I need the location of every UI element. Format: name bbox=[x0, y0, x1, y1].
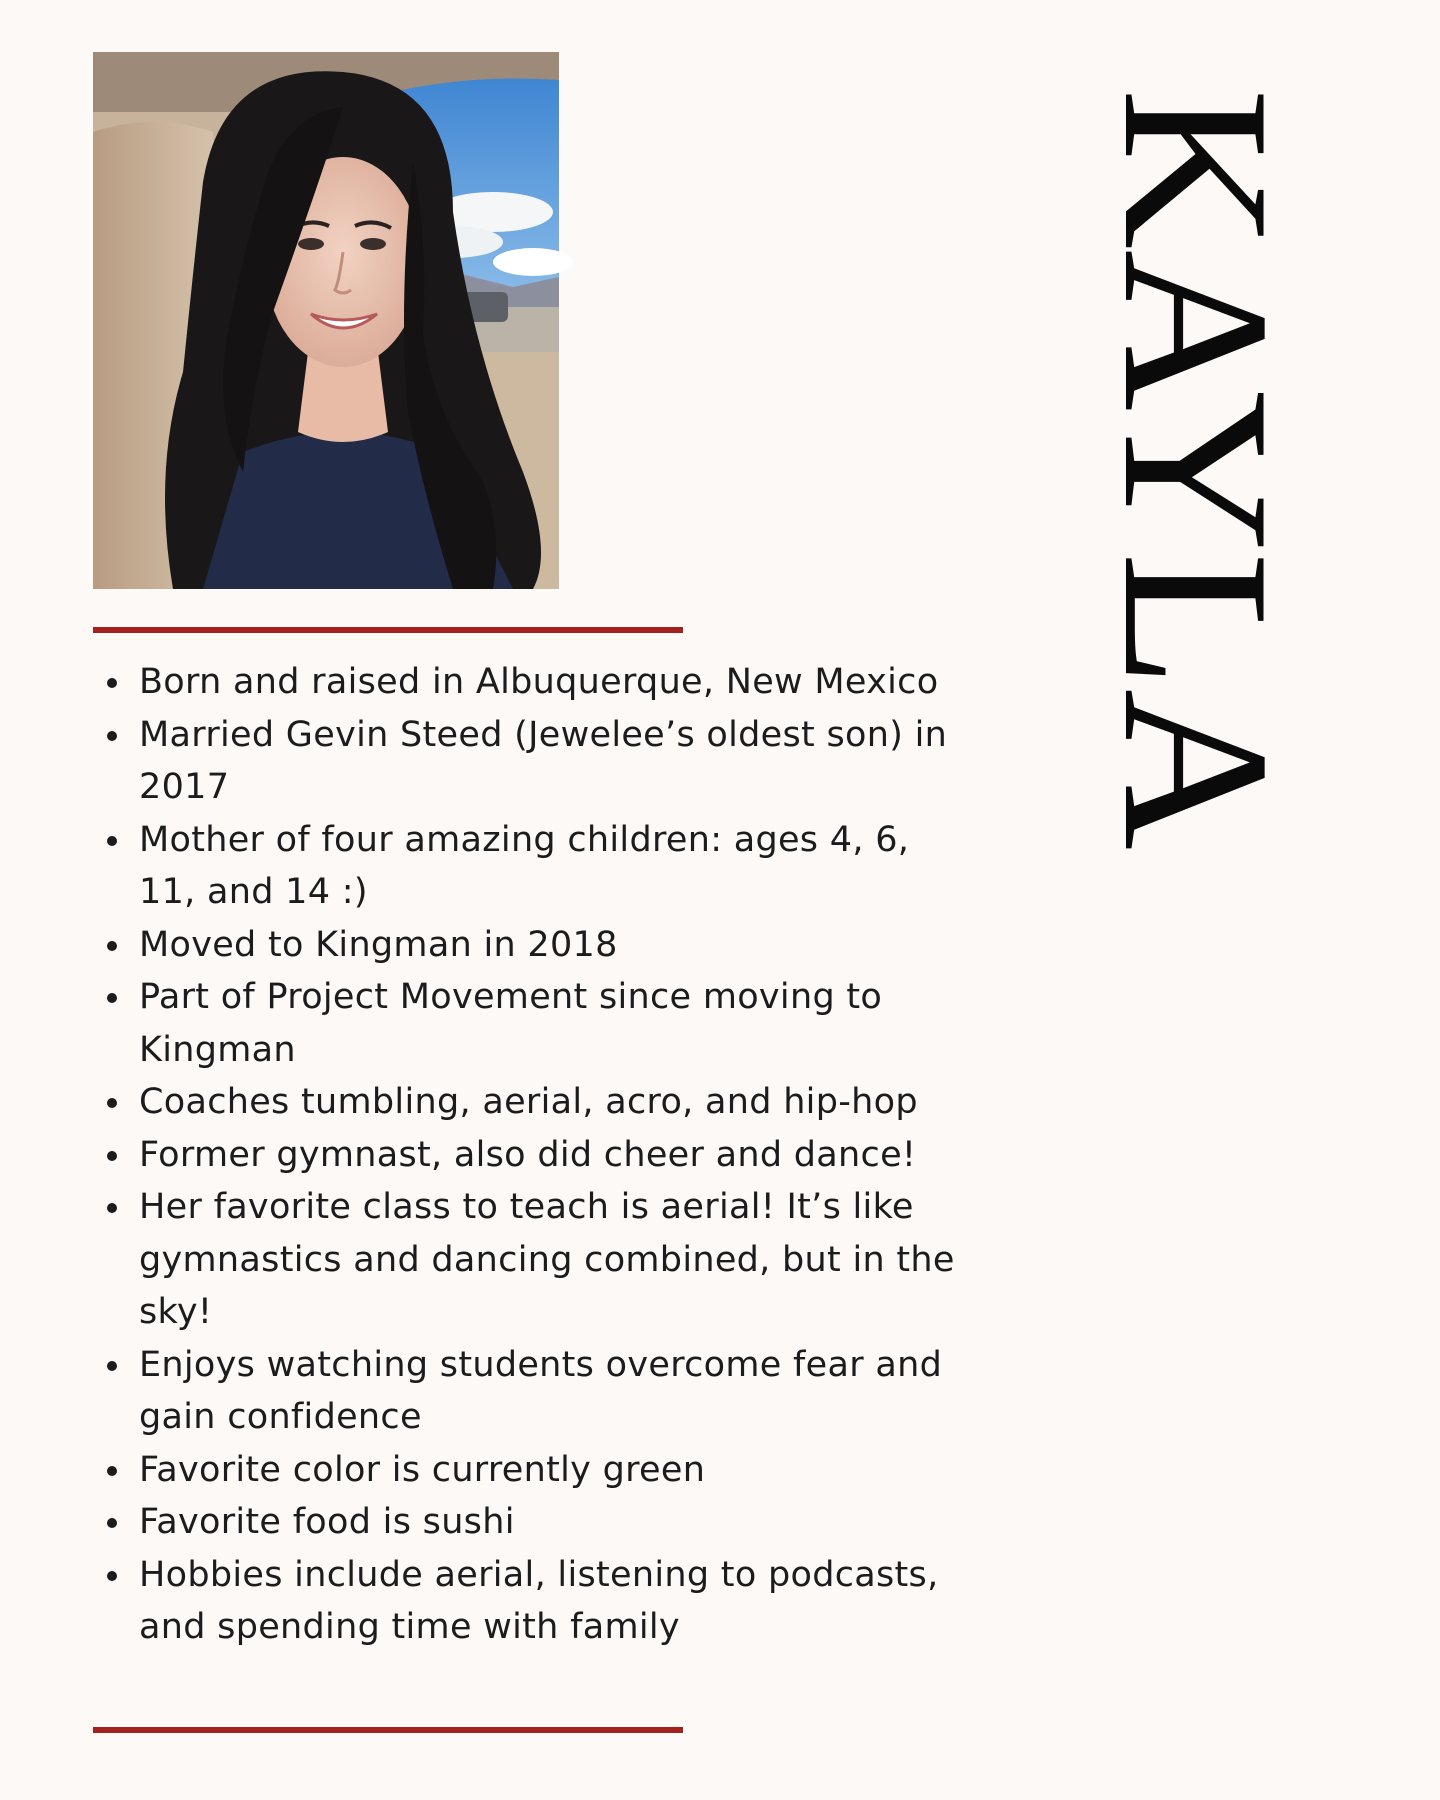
bio-list bbox=[93, 656, 973, 1654]
bio-text: Part of Project Movement since moving to Kingman bbox=[139, 977, 883, 1070]
name-heading-svg bbox=[1080, 88, 1312, 850]
bio-text: Married Gevin Steed (Jewelee’s oldest son) in 2017 bbox=[139, 714, 948, 807]
bio-item bbox=[93, 1549, 973, 1654]
bio-text: Enjoys watching students overcome fear and gain confidence bbox=[139, 1344, 943, 1437]
bio-text: Her favorite class to teach is aerial! It’s like gymnastics and dancing combined, but in the sky! bbox=[139, 1187, 955, 1332]
profile-photo bbox=[93, 52, 559, 589]
bio-item bbox=[93, 1181, 973, 1339]
bio-item bbox=[93, 971, 973, 1076]
bio-item bbox=[93, 1496, 973, 1549]
bio-text: Favorite food is sushi bbox=[139, 1502, 515, 1542]
name-heading bbox=[1080, 88, 1312, 850]
bullet-icon bbox=[107, 941, 117, 951]
bio-text: Hobbies include aerial, listening to podcasts, and spending time with family bbox=[139, 1554, 939, 1647]
bio-item bbox=[93, 1444, 973, 1497]
bio-item bbox=[93, 919, 973, 972]
bio-text: Mother of four amazing children: ages 4, 6, 11, and 14 :) bbox=[139, 819, 910, 912]
bullet-icon bbox=[107, 1518, 117, 1528]
top-divider bbox=[93, 627, 683, 633]
bio-item bbox=[93, 656, 973, 709]
bio-text: Coaches tumbling, aerial, acro, and hip-hop bbox=[139, 1082, 918, 1122]
bottom-divider bbox=[93, 1727, 683, 1733]
bio-text: Born and raised in Albuquerque, New Mexico bbox=[139, 662, 939, 702]
name-text: KAYLA bbox=[1080, 88, 1312, 804]
bullet-icon bbox=[107, 1361, 117, 1371]
bio-item bbox=[93, 1129, 973, 1182]
bullet-icon bbox=[107, 731, 117, 741]
bullet-icon bbox=[107, 1203, 117, 1213]
bullet-icon bbox=[107, 1098, 117, 1108]
bio-item bbox=[93, 1339, 973, 1444]
bio-item bbox=[93, 814, 973, 919]
bio-text: Favorite color is currently green bbox=[139, 1449, 706, 1490]
bullet-icon bbox=[107, 993, 117, 1003]
bullet-icon bbox=[107, 836, 117, 846]
bullet-icon bbox=[107, 1571, 117, 1581]
bullet-icon bbox=[107, 678, 117, 688]
portrait-photo-icon bbox=[93, 52, 559, 589]
bio-item bbox=[93, 1076, 973, 1129]
bullet-icon bbox=[107, 1151, 117, 1161]
bio-text: Moved to Kingman in 2018 bbox=[139, 924, 618, 965]
bullet-icon bbox=[107, 1466, 117, 1476]
bio-text: Former gymnast, also did cheer and dance! bbox=[139, 1134, 917, 1175]
bio-item bbox=[93, 709, 973, 814]
